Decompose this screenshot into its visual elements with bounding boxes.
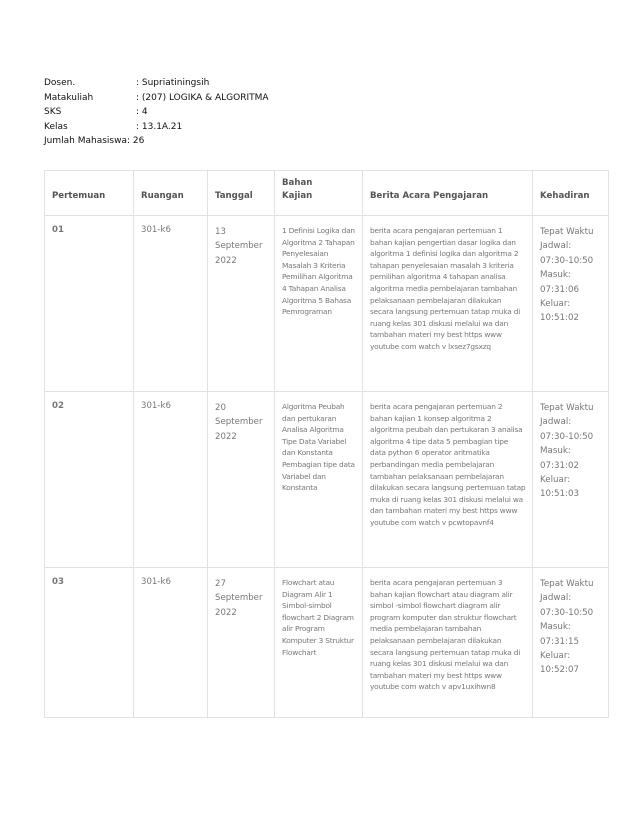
header-kehadiran: Kehadiran [533, 171, 609, 216]
header-pertemuan: Pertemuan [45, 171, 134, 216]
table-row [45, 568, 609, 718]
cell-tanggal: 20 September 2022 [208, 392, 275, 568]
kelas-label: Kelas [44, 121, 68, 132]
cell-bahan-kajian: 1 Definisi Logika dan Algoritma 2 Tahapan Penyelesaian Masalah 3 Kriteria Pemilihan Algoritma 4 Tahapan Analisa Algoritma 5 Bahasa Pemrograman [275, 216, 363, 392]
cell-pertemuan: 03 [45, 568, 134, 718]
jumlah-label: Jumlah Mahasiswa [44, 136, 127, 147]
header-tanggal: Tanggal [208, 171, 275, 216]
attendance-table [44, 170, 609, 718]
info-row-matakuliah [44, 91, 269, 106]
cell-berita-acara: berita acara pengajaran pertemuan 2 bahan kajian 1 konsep algoritma 2 algoritma peubah dan pertukaran 3 analisa algoritma 4 tipe data 5 pembagian tipe data python 6 operator aritmatika perbandingan media pembelajaran tambahan pelaksanaan pembelajaran dilakukan secara langsung pertemuan tatap muka di ruang kelas 301 diskusi melalui wa dan tambahan materi my best https www youtube com watch v pcwtopavnf4 [363, 392, 533, 568]
dosen-value: : Supriatiningsih [136, 78, 210, 88]
info-row-dosen [44, 76, 269, 91]
dosen-label: Dosen. [44, 78, 76, 88]
cell-pertemuan: 02 [45, 392, 134, 568]
cell-berita-acara: berita acara pengajaran pertemuan 1 bahan kajian pengertian dasar logika dan algoritma 1 definisi logika dan algoritma 2 tahapan penyelesaian masalah 3 kriteria pemilihan algoritma 4 tahapan analisa algoritma media pembelajaran tambahan pelaksanaan pembelajaran dilakukan secara langsung pertemuan tatap muka di ruang kelas 301 diskusi melalui wa dan tambahan materi my best https www youtube com watch v lxsez7gsxzq [363, 216, 533, 392]
cell-berita-acara: berita acara pengajaran pertemuan 3 bahan kajian flowchart atau diagram alir simbol -simbol flowchart diagram alir program komputer dan struktur flowchart media pembelajaran tambahan pelaksanaan pembelajaran dilakukan secara langsung pertemuan tatap muka di ruang kelas 301 diskusi melalui wa dan tambahan materi my best https www youtube com watch v apv1uxihwn8 [363, 568, 533, 718]
header-bahan-kajian [275, 171, 363, 216]
cell-pertemuan: 01 [45, 216, 134, 392]
cell-kehadiran: Tepat Waktu Jadwal: 07:30-10:50 Masuk: 07:31:02 Keluar: 10:51:03 [533, 392, 609, 568]
sks-label: SKS [44, 107, 62, 118]
cell-ruangan: 301-k6 [134, 392, 208, 568]
table-row [45, 392, 609, 568]
cell-ruangan: 301-k6 [134, 568, 208, 718]
kelas-value: : 13.1A.21 [136, 121, 183, 132]
header-bahan-line2: Kajian [282, 191, 313, 201]
info-row-kelas [44, 120, 269, 135]
matakuliah-label: Matakuliah [44, 92, 94, 103]
table-row [45, 216, 609, 392]
cell-tanggal: 27 September 2022 [208, 568, 275, 718]
cell-bahan-kajian: Algoritma Peubah dan pertukaran Analisa Algoritma Tipe Data Variabel dan Konstanta Pembagian tipe data Variabel dan Konstanta [275, 392, 363, 568]
header-ruangan: Ruangan [134, 171, 208, 216]
info-row-sks [44, 105, 269, 120]
cell-kehadiran: Tepat Waktu Jadwal: 07:30-10:50 Masuk: 07:31:06 Keluar: 10:51:02 [533, 216, 609, 392]
course-info [44, 76, 269, 149]
cell-kehadiran: Tepat Waktu Jadwal: 07:30-10:50 Masuk: 07:31:15 Keluar: 10:52:07 [533, 568, 609, 718]
jumlah-value: : 26 [126, 136, 145, 147]
info-row-jumlah [44, 134, 269, 149]
cell-tanggal: 13 September 2022 [208, 216, 275, 392]
matakuliah-value: : (207) LOGIKA & ALGORITMA [136, 92, 269, 103]
cell-bahan-kajian: Flowchart atau Diagram Alir 1 Simbol-simbol flowchart 2 Diagram alir Program Komputer 3 Struktur Flowchart [275, 568, 363, 718]
header-berita-acara: Berita Acara Pengajaran [363, 171, 533, 216]
header-bahan-line1: Bahan [282, 178, 313, 188]
cell-ruangan: 301-k6 [134, 216, 208, 392]
sks-value: : 4 [136, 107, 148, 118]
table-header-row [45, 171, 609, 216]
